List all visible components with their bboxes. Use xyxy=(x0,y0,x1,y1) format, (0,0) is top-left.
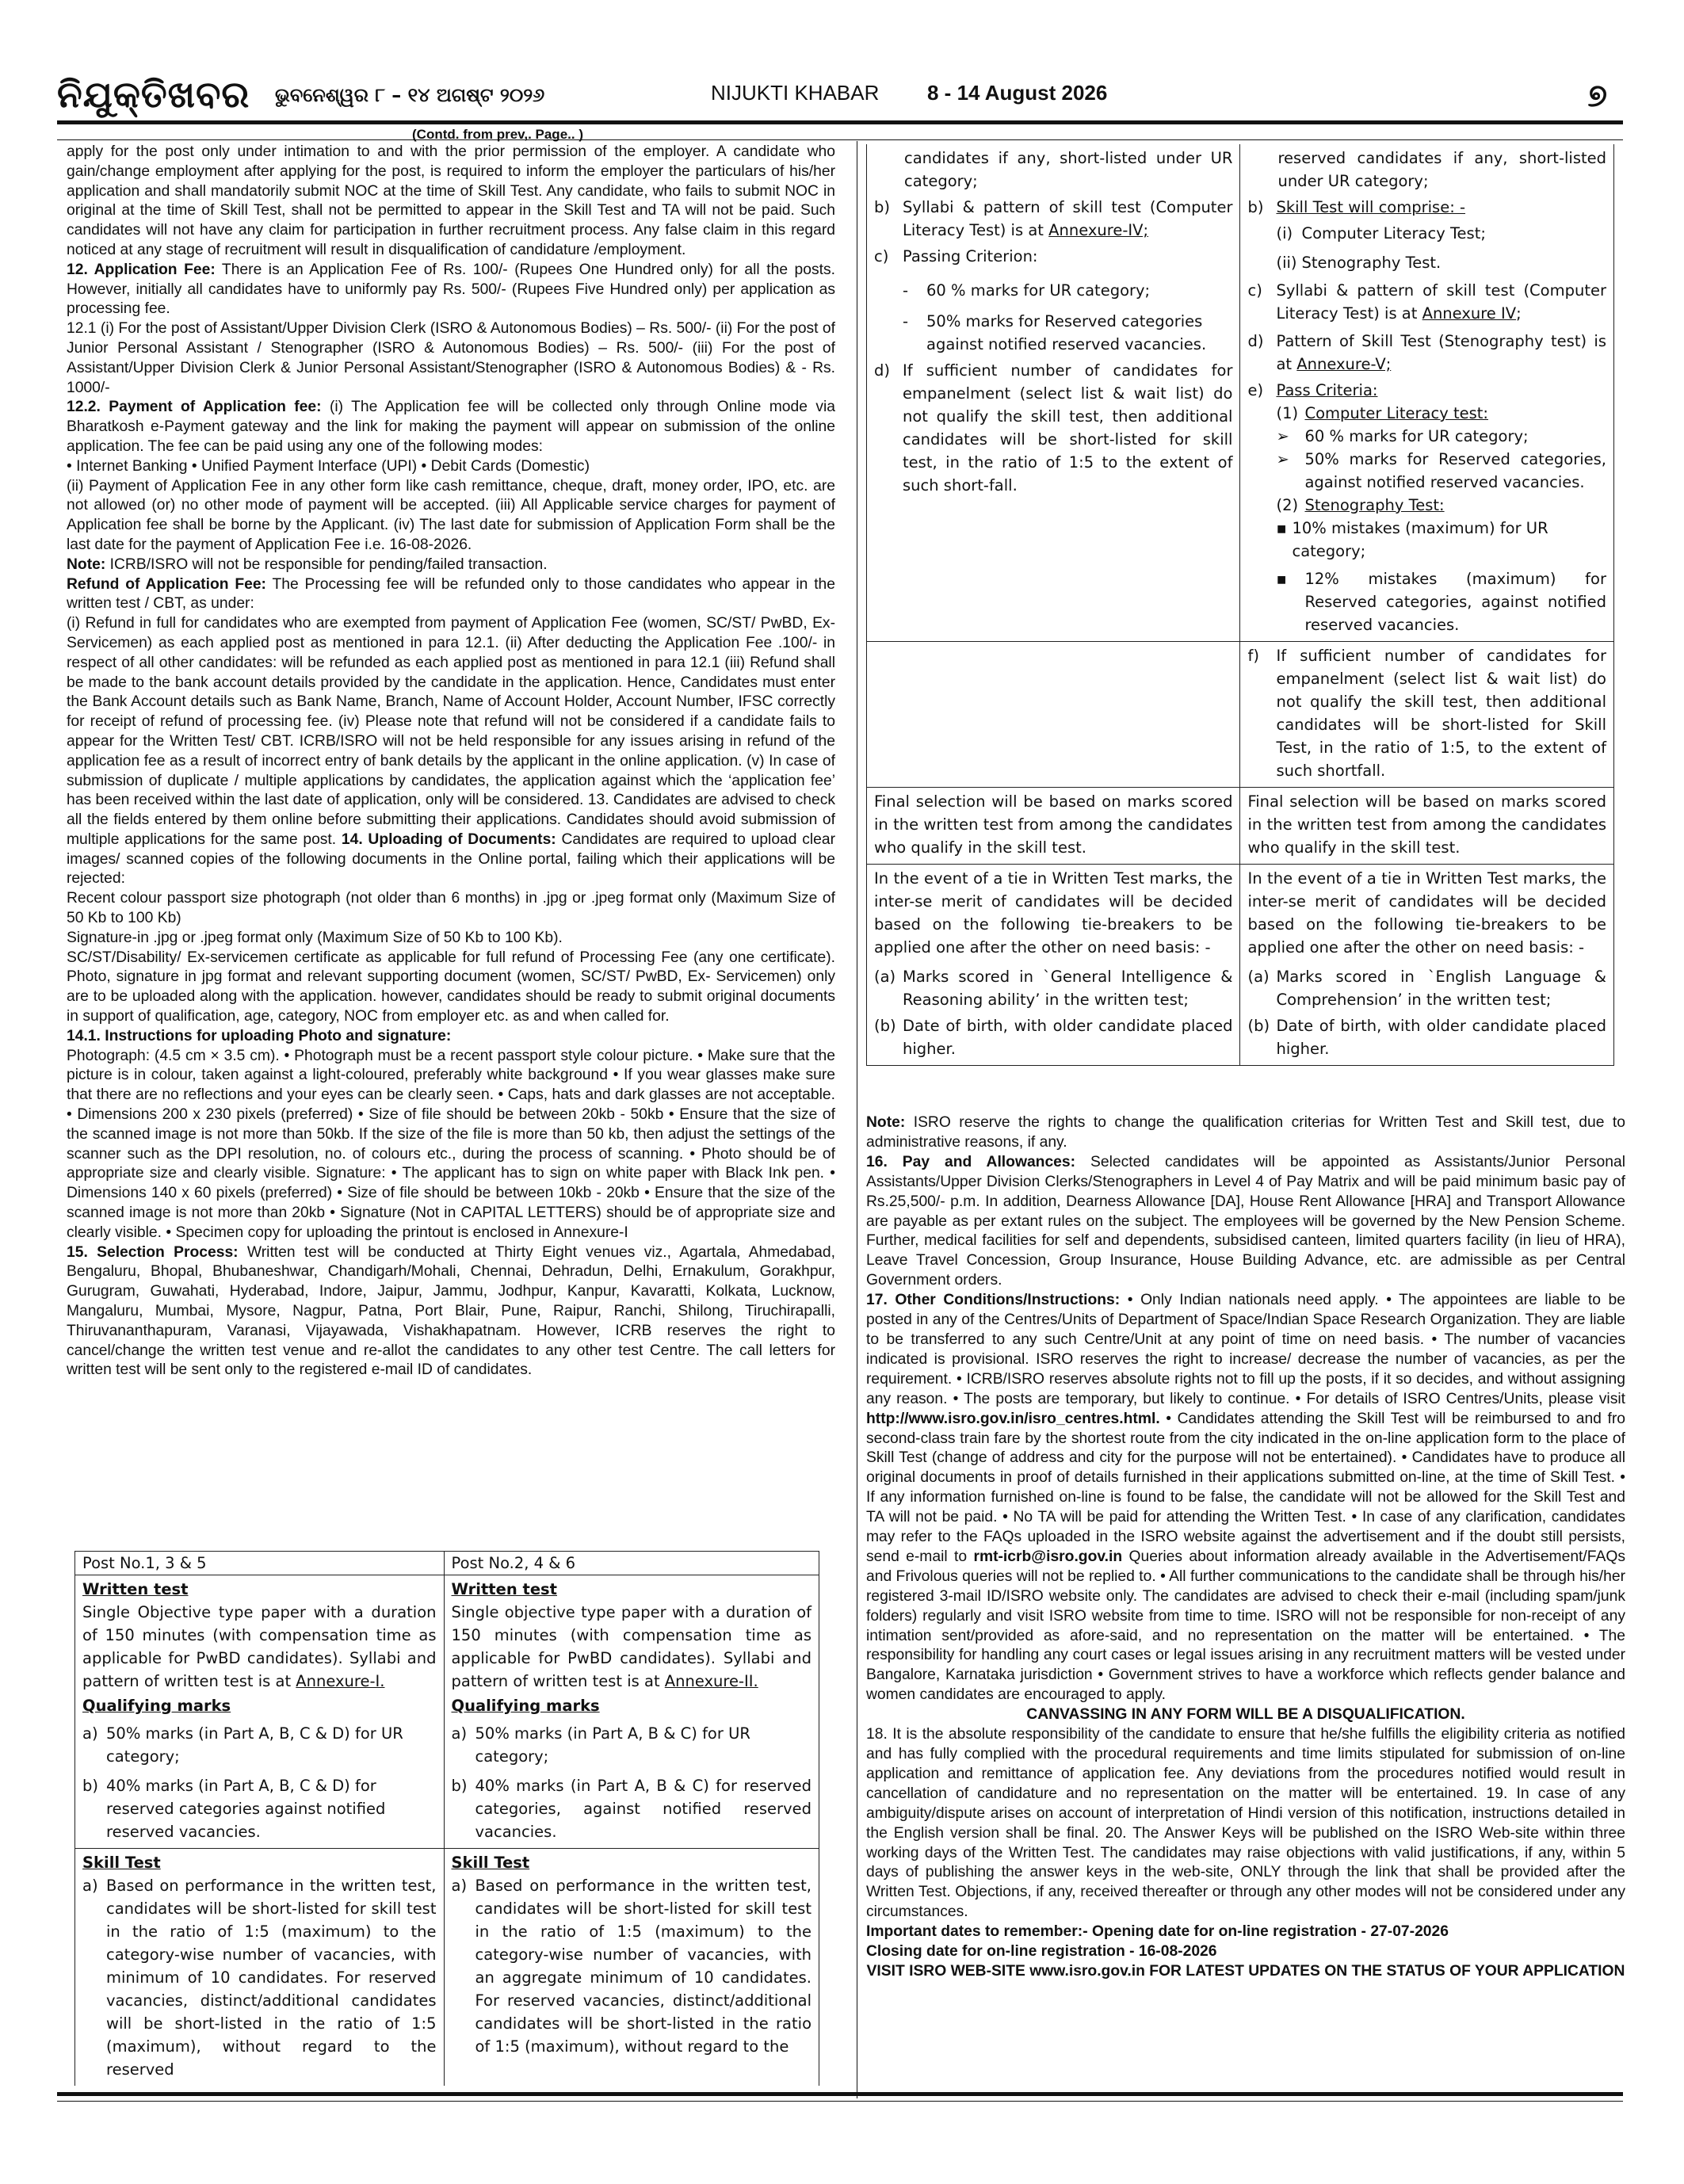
paragraph-application-fee xyxy=(67,261,835,319)
heading-upload-instructions: 14.1. Instructions for uploading Photo and signature: xyxy=(67,1027,452,1044)
cell-skill-post-2 xyxy=(444,1849,819,2087)
list-item xyxy=(1247,402,1606,425)
skill-shortlist-2: Based on performance in the written test, candidates will be short-listed for skill test in the ratio of 1:5 (maximum) to the category-wise number of vacancies, with an aggregate minimum of 10 candidates. For reserved vacancies, distinct/additional candidates will be short-listed in the ratio of 1:5 (maximum), without regard to the xyxy=(475,1877,811,2056)
text-refund: The Processing fee will be refunded only to those candidates who appear in the written test / CBT, as under: xyxy=(67,575,836,613)
list-item xyxy=(874,196,1232,242)
list-item xyxy=(1247,330,1606,376)
marker: c) xyxy=(1247,281,1262,300)
marker: a) xyxy=(451,1724,468,1743)
marker: d) xyxy=(1247,332,1264,350)
cell-final-2: Final selection will be based on marks scored in the written test from among the candidates who qualify in the skill test. xyxy=(1240,788,1614,865)
list-item xyxy=(1247,965,1606,1011)
newspaper-logo: ନିଯୁକ୍ତିଖବର xyxy=(57,73,250,116)
text-conditions-c: Queries about information already available in the Advertisement/FAQs and Frivolous queries will not be replied to. • All further communications to the candidate shall be through his/her registered 3-mail ID/ISRO website only. The candidates are advised to check their e-mail (including spam/junk folders) regularly and visit ISRO website from time to time. ISRO will not be responsible for non-receipt of any intimation sent/provided as afore-said, and no representation on the matter will be entertained. • The responsibility for handling any court cases or legal issues arising in any recruitment matters will be vested under Bangalore, Karnataka jurisdiction • Government strives to have a workforce which reflects gender balance and women candidates are encouraged to apply. xyxy=(866,1548,1625,1704)
marker: (b) xyxy=(874,1017,896,1035)
marker: b) xyxy=(874,198,890,216)
tie-intro-1: In the event of a tie in Written Test marks, the inter-se merit of candidates will be decided based on the following tie-breakers to be applied one after the other on need basis: - xyxy=(874,869,1233,956)
paragraph-upload-instructions-head xyxy=(67,1027,835,1047)
label-skill-test: Skill Test xyxy=(82,1854,161,1872)
annexure-iv-ref: Annexure-IV; xyxy=(1048,221,1149,239)
paragraph-pay xyxy=(866,1153,1625,1291)
tie-a-2: Marks scored in `English Language & Comprehension’ in the written test; xyxy=(1276,968,1606,1009)
tie-intro-2: In the event of a tie in Written Test marks, the inter-se merit of candidates will be decided based on the following tie-breakers to be applied one after the other on need basis: - xyxy=(1247,869,1606,956)
canvassing-warning xyxy=(866,1705,1625,1725)
computer-literacy-test: Computer Literacy test: xyxy=(1304,404,1488,422)
marker: (ii) xyxy=(1276,254,1297,272)
list-item xyxy=(874,245,1232,268)
marker: b) xyxy=(451,1777,468,1795)
list-item xyxy=(1247,222,1606,245)
syllabus-skill-2: Syllabi & pattern of skill test (Computer Literacy Test) is at Annexure IV; xyxy=(1276,281,1606,323)
heading-payment: 12.2. Payment of Application fee: xyxy=(67,399,322,416)
list-item xyxy=(1247,251,1606,274)
selection-table-right xyxy=(866,144,1614,1066)
label-qualifying: Qualifying marks xyxy=(451,1697,600,1715)
list-item xyxy=(874,1014,1232,1060)
heading-pay: 16. Pay and Allowances: xyxy=(866,1153,1076,1170)
paragraph-fee-posts: 12.1 (i) For the post of Assistant/Upper Division Clerk (ISRO & Autonomous Bodies) – Rs. 500/- (ii) For the post of Junior Personal Assistant / Stenographer (ISRO & Autonomous Bodies) – Rs. 500/- (iii) For the post of Assistant/Upper Division Clerk & Junior Personal Assistant/Stenographer (ISRO & Autonomous Bodies) & - Rs. 1000/- xyxy=(67,320,835,396)
text-payment: (i) The Application fee will be collected only through Online mode via Bharatkosh e-Payment gateway and the link for making the payment will appear on submission of the online application. The fee can be paid using any one of the following modes: xyxy=(67,399,835,455)
list-item xyxy=(82,1722,437,1768)
paragraph-note xyxy=(67,556,835,575)
cl-pass-reserved: 50% marks for Reserved categories, against notified reserved vacancies. xyxy=(1304,450,1606,491)
passing-criterion: Passing Criterion: xyxy=(903,247,1038,265)
stenography: Stenography Test. xyxy=(1301,254,1442,272)
label-skill-test: Skill Test xyxy=(451,1854,530,1872)
paragraph-payment-modes: • Internet Banking • Unified Payment Interface (UPI) • Debit Cards (Domestic) xyxy=(67,457,590,475)
footer-thin-rule xyxy=(57,2101,1623,2102)
list-item xyxy=(1247,196,1606,219)
paragraph-responsibility: 18. It is the absolute responsibility of the candidate to ensure that he/she fulfills the eligibility criteria as notified and has fully complied with the procedural requirements and time limits stipulated for submission of on-line application and remittance of application fee. Any deviations from the procedures notified would result in cancellation of candidature and no representation on the matter will be entertained. 19. In case of any ambiguity/dispute arises on account of interpretation of Hindi version of this notification, instructions detailed in the English version shall be final. 20. The Answer Keys will be published on the ISRO Web-site within three working days of the Written Test. The candidates may raise objections with valid justifications, if any, within 5 days of publishing the answer keys in the web-site, ONLY through the link that shall be provided after the Written Test. Objections, if any, received thereafter or through any other modes will not be considered under any circumstances. xyxy=(866,1726,1625,1921)
marker: (1) xyxy=(1276,404,1299,422)
computer-literacy: Computer Literacy Test; xyxy=(1301,224,1486,242)
cell-written-post-2 xyxy=(444,1575,819,1849)
important-dates-closing xyxy=(866,1942,1625,1962)
text-pay: Selected candidates will be appointed as Assistants/Junior Personal Assistants/Upper Division Clerks/Stenographers in Level 4 of Pay Matrix and will be paid minimum basic pay of Rs.25,500/- p.m. In addition, Dearness Allowance [DA], House Rent Allowance [HRA] and Transport Allowance are payable as per extant rules on the subject. The employees will be governed by the New Pension Scheme. Further, medical facilities for self and dependents, subsidised canteen, limited quarters facility (in lieu of HRA), Leave Travel Concession, Group Insurance, House Building Advance, etc. are admissible as per Central Government orders. xyxy=(866,1153,1625,1289)
text-isro-note: ISRO reserve the rights to change the qualification criterias for Written Test and Skill test, due to administrative reasons, if any. xyxy=(866,1114,1625,1151)
marker: (a) xyxy=(1247,968,1270,986)
qualify-reserved-1: 40% marks (in Part A, B, C & D) for reserved categories against notified reserved vacancies. xyxy=(106,1777,386,1841)
written-desc-2 xyxy=(452,1601,812,1693)
marker: a) xyxy=(82,1724,98,1743)
paragraph-payment-rules: (ii) Payment of Application Fee in any other form like cash remittance, cheque, draft, money order, IPO, etc. are not allowed (or) no other mode of payment will be accepted. (iii) All Applicable service charges for payment of Application fee shall be borne by the Applicant. (iv) The last date for submission of Application Form shall be the last date for the payment of Application Fee i.e. 16-08-2026. xyxy=(67,477,835,553)
annexure-ii-ref: Annexure-II. xyxy=(664,1672,758,1690)
cell-tie-1 xyxy=(867,865,1240,1066)
opening-date: Important dates to remember:- Opening date for on-line registration - 27-07-2026 xyxy=(866,1923,1449,1941)
annexure-v-ref: Annexure-V; xyxy=(1296,355,1392,373)
heading-conditions: 17. Other Conditions/Instructions: xyxy=(866,1292,1121,1309)
odia-dateline: ଭୁବନେଶ୍ୱର ୮ – ୧୪ ଅଗଷ୍ଟ ୨୦୨୬ xyxy=(275,84,545,106)
table-row xyxy=(867,788,1614,865)
paragraph-refund-details xyxy=(67,614,835,889)
cell-final-1: Final selection will be based on marks scored in the written test from among the candidates who qualify in the skill test. xyxy=(867,788,1240,865)
annexure-iv-ref: Annexure IV xyxy=(1422,304,1517,323)
heading-application-fee: 12. Application Fee: xyxy=(67,261,216,278)
footer-rule xyxy=(57,2092,1623,2096)
text-uploading: Candidates are required to upload clear images/ scanned copies of the following documents in the Online portal, failing which their applications will be rejected: xyxy=(67,830,836,888)
arrow-icon: ➢ xyxy=(1276,450,1289,468)
continued-note: (Contd. from prev,. Page.. ) xyxy=(412,127,583,142)
canvassing-text: CANVASSING IN ANY FORM WILL BE A DISQUALIFICATION. xyxy=(1026,1706,1465,1724)
marker: b) xyxy=(82,1777,98,1795)
table-head-post-1: Post No.1, 3 & 5 xyxy=(75,1552,445,1575)
list-item xyxy=(1247,567,1606,636)
paragraph-upload-instructions: Photograph: (4.5 cm × 3.5 cm). • Photograph must be a recent passport style colour picture. • Make sure that the picture is in colour, taken against a light-coloured, preferably white background • If you wear glasses make sure that there are no reflections and your eyes can be clearly seen. • Caps, hats and dark glasses are not acceptable. • Dimensions 200 x 230 pixels (preferred) • Size of file should be between 20kb - 50kb • Ensure that the size of the scanned image is not more than 50kb. If the size of the file is more than 50 kb, then adjust the settings of the scanner such as the DPI resolution, no. of colours etc., during the process of scanning. • Photo should be of appropriate size and clearly visible. Signature: • The applicant has to sign on white paper with Black Ink pen. • Dimensions 140 x 60 pixels (preferred) • Size of file should be between 10kb - 20kb • Ensure that the size of the scanned image is not more than 20kb • Signature (Not in CAPITAL LETTERS) should be of appropriate size and clearly visible. • Specimen copy for uploading the printout is enclosed in Annexure-I xyxy=(67,1047,835,1241)
skill-cont-2: reserved candidates if any, short-listed under UR category; xyxy=(1277,149,1606,190)
square-bullet-icon: ▪ xyxy=(1276,570,1287,588)
list-item xyxy=(874,965,1232,1011)
steno-reserved: 12% mistakes (maximum) for Reserved categories, against notified reserved vacancies. xyxy=(1304,570,1606,634)
isro-centres-link[interactable]: http://www.isro.gov.in/isro_centres.html. xyxy=(866,1410,1160,1427)
marker: a) xyxy=(82,1877,98,1895)
syllabus-text-2: Syllabi & pattern of skill test (Computer Literacy Test) is at xyxy=(1276,281,1606,323)
selection-table-left xyxy=(74,1551,819,2086)
heading-selection: 15. Selection Process: xyxy=(67,1243,239,1261)
visit-website xyxy=(866,1962,1625,1982)
cl-pass-ur: 60 % marks for UR category; xyxy=(1304,427,1529,445)
syllabus-skill-1 xyxy=(903,196,1232,242)
marker: c) xyxy=(874,247,889,265)
label-qualifying: Qualifying marks xyxy=(82,1697,231,1715)
tie-a-1: Marks scored in `General Intelligence & Reasoning ability’ in the written test; xyxy=(903,968,1233,1009)
heading-isro-note: Note: xyxy=(866,1114,906,1131)
list-item xyxy=(1247,425,1606,448)
pass-criteria: Pass Criteria: xyxy=(1276,381,1378,399)
square-bullet-icon: ▪ xyxy=(1276,519,1287,537)
skill-comprise: Skill Test will comprise: - xyxy=(1276,198,1466,216)
pass-reserved: 50% marks for Reserved categories against notified reserved vacancies. xyxy=(926,312,1207,353)
marker: f) xyxy=(1247,647,1259,665)
paragraph-selection xyxy=(67,1243,835,1381)
table-row xyxy=(867,865,1614,1066)
marker: (b) xyxy=(1247,1017,1270,1035)
right-column xyxy=(866,1113,1625,1982)
text-note: ICRB/ISRO will not be responsible for pending/failed transaction. xyxy=(105,556,548,573)
skill-cont-1: candidates if any, short-listed under UR category; xyxy=(904,149,1233,190)
list-item xyxy=(452,1774,812,1843)
qualify-ur-2: 50% marks (in Part A, B & C) for UR category; xyxy=(475,1724,750,1766)
table-row xyxy=(867,144,1614,642)
page-number: ୭ xyxy=(1587,78,1607,114)
cell-skill-post-1 xyxy=(75,1849,445,2087)
list-item xyxy=(1247,448,1606,494)
text-conditions-a: • Only Indian nationals need apply. • The appointees are liable to be posted in any of the Centres/Units of Department of Space/Indian Space Research Organization. They are liable to be transferred to any such Centre/Unit at any point of time on need basis. • The number of vacancies indicated is provisional. ISRO reserves the right to increase/ decrease the number of vacancies, as per the requirement. • ICRB/ISRO reserves absolute rights not to fill up the posts, if it so decides, and without assigning any reason. • The posts are temporary, but likely to continue. • For details of ISRO Centres/Units, please visit xyxy=(866,1292,1625,1407)
text-conditions-b: • Candidates attending the Skill Test will be reimbursed to and fro second-class train fare by the shortest route from the city indicated in the on-line application form to the place of Skill Test (change of address and city for the purpose will not be entertained). • Candidates have to produce all original documents in proof of details furnished in their applications submitted on-line, at the time of Skill Test. • If any information furnished on-line is found to be false, the candidate will not be allowed for the Skill Test and TA will not be paid. • No TA will be paid for attending the Written Test. • In case of any clarification, candidates may refer to the FAQs uploaded in the ISRO website against the advertisement and if the doubt still persists, send e-mail to xyxy=(866,1410,1625,1565)
list-item xyxy=(82,1774,437,1843)
paragraph-conditions xyxy=(866,1291,1625,1705)
visit-website-text: VISIT ISRO WEB-SITE www.isro.gov.in FOR LATEST UPDATES ON THE STATUS OF YOUR APPLICATION xyxy=(866,1962,1625,1980)
heading-note: Note: xyxy=(67,556,106,573)
pass-ur: 60 % marks for UR category; xyxy=(926,281,1151,300)
cell-skill-cont-2 xyxy=(1240,144,1614,642)
shortfall-2: If sufficient number of candidates for empanelment (select list & wait list) do not qualify the skill test, then additional candidates will be short-listed for Skill Test, in the ratio of 1:5, to the extent of such shortfall. xyxy=(1276,647,1606,780)
list-item xyxy=(1247,379,1606,402)
paragraph-isro-note xyxy=(866,1113,1625,1153)
list-item xyxy=(1247,494,1606,517)
list-item xyxy=(1247,517,1606,563)
written-text-1: Single Objective type paper with a duration of 150 minutes (with compensation time as applicable for PwBD candidates). Syllabi and pattern of written test is at xyxy=(82,1603,437,1690)
text-application-fee: There is an Application Fee of Rs. 100/- (Rupees One Hundred only) for all the posts. However, initially all candidates have to uniformly pay Rs. 500/- (Rupees Five Hundred only) per application as processing fee. xyxy=(67,261,835,318)
table-row xyxy=(867,642,1614,788)
list-item xyxy=(1247,1014,1606,1060)
list-item xyxy=(452,1874,812,2058)
list-item xyxy=(452,1722,812,1768)
steno-pattern xyxy=(1276,330,1606,376)
paragraph-refund xyxy=(67,575,835,615)
marker: e) xyxy=(1247,381,1264,399)
english-dateline: 8 - 14 August 2026 xyxy=(927,81,1108,105)
label-written-test: Written test xyxy=(451,1580,557,1598)
list-item xyxy=(874,279,1232,302)
arrow-icon: ➢ xyxy=(1276,427,1289,445)
list-item xyxy=(82,1874,437,2081)
tie-b-1: Date of birth, with older candidate placed higher. xyxy=(903,1017,1233,1058)
marker: a) xyxy=(451,1877,468,1895)
table-row xyxy=(75,1849,819,2087)
list-item xyxy=(1247,279,1606,325)
cell-empty xyxy=(867,642,1240,788)
table-row xyxy=(75,1552,819,1575)
steno-pattern-text: Pattern of Skill Test (Stenography test) is at xyxy=(1276,332,1606,373)
important-dates-opening xyxy=(866,1922,1625,1942)
paragraph-signature-req: Signature-in .jpg or .jpeg format only (Maximum Size of 50 Kb to 100 Kb). xyxy=(67,929,563,946)
table-row xyxy=(75,1575,819,1849)
written-desc-1 xyxy=(82,1601,437,1693)
heading-uploading: 14. Uploading of Documents: xyxy=(336,830,556,848)
paper-name: NIJUKTI KHABAR xyxy=(711,81,880,105)
steno-ur: 10% mistakes (maximum) for UR category; xyxy=(1292,519,1548,560)
left-column xyxy=(67,143,835,1380)
paragraph-payment xyxy=(67,398,835,456)
heading-refund: Refund of Application Fee: xyxy=(67,575,266,593)
text-selection: Written test will be conducted at Thirty Eight venues viz., Agartala, Ahmedabad, Bengaluru, Bhopal, Bhubaneshwar, Chandigarh/Mohali, Chennai, Dehradun, Delhi, Ernakulum, Gorakhpur, Gurugram, Guwahati, Hyderabad, Indore, Jaipur, Jammu, Jodhpur, Kanpur, Kavaratti, Kolkata, Lucknow, Mangaluru, Mumbai, Mysore, Nagpur, Patna, Port Blair, Pune, Raipur, Ranchi, Shilong, Tiruchirapalli, Thiruvananthapuram, Varanasi, Vijayawada, Vishakhapatnam. However, ICRB reserves the right to cancel/change the written test venue and re-allot the candidates to any other test Centre. The call letters for written test will be sent only to the registered e-mail ID of candidates. xyxy=(67,1243,835,1379)
qualify-reserved-2: 40% marks (in Part A, B & C) for reserved categories, against notified reserved vacancies. xyxy=(475,1777,811,1841)
skill-shortlist-1: Based on performance in the written test, candidates will be short-listed for skill test in the ratio of 1:5 (maximum) to the category-wise number of vacancies, with minimum of 10 candidates. For reserved vacancies, distinct/additional candidates will be short-listed in the ratio of 1:5 (maximum), without regard to the reserved xyxy=(106,1877,437,2079)
marker: d) xyxy=(874,361,890,380)
stenography-test: Stenography Test: xyxy=(1304,496,1445,514)
cell-tie-2 xyxy=(1240,865,1614,1066)
marker: (i) xyxy=(1276,224,1293,242)
header-rule xyxy=(57,120,1623,124)
marker: (a) xyxy=(874,968,896,986)
paragraph-certificate-req: SC/ST/Disability/ Ex-servicemen certificate as applicable for full refund of Processing Fee (any one certificate). Photo, signature in jpg format and relevant supporting document (women, SC/ST/ PwBD, Ex- Servicemen) only are to be uploaded along with the application. however, candidates should be ready to submit original documents in support of qualification, age, category, NOC from employer etc. as and when called for. xyxy=(67,949,835,1025)
header-thin-rule xyxy=(57,139,1623,140)
written-text-2: Single objective type paper with a duration of 150 minutes (with compensation time as applicable for PwBD candidates). Syllabi and pattern of written test is at xyxy=(451,1603,811,1690)
syllabus-text-1: Syllabi & pattern of skill test (Computer Literacy Test) is at xyxy=(903,198,1233,239)
list-item xyxy=(1247,644,1606,782)
paragraph-noc: apply for the post only under intimation to and with the prior permission of the employer. A candidate who gain/change employment after applying for the post, is required to inform the employer the particulars of his/her application and shall mandatorily submit NOC at the time of Skill Test. Any candidate, who fails to submit NOC in original at the time of Skill Test, shall not be permitted to appear in the Skill Test and TA will not be paid. Such candidates will not have any claim for participation in further recruitment process. Any false claim in this regard noticed at any stage of recruitment will result in disqualification of candidature /employment. xyxy=(67,143,835,258)
tie-b-2: Date of birth, with older candidate placed higher. xyxy=(1276,1017,1606,1058)
list-item xyxy=(874,310,1232,356)
list-item xyxy=(874,359,1232,497)
shortfall-1: If sufficient number of candidates for empanelment (select list & wait list) do not qualify the skill test, then additional candidates will be short-listed for skill test, in the ratio of 1:5 to the extent of such short-fall. xyxy=(903,361,1233,494)
marker: - xyxy=(903,312,909,330)
qualify-ur-1: 50% marks (in Part A, B, C & D) for UR category; xyxy=(106,1724,403,1766)
cell-skill-cont-1 xyxy=(867,144,1240,642)
text-refund-details: (i) Refund in full for candidates who are exempted from payment of Application Fee (women, SC/ST/ PwBD, Ex-Servicemen) as each applied post as mentioned in para 12.1. (ii) After deducting the Application Fee .100/- in respect of all other candidates: will be refunded as each applied post as mentioned in para 12.1 (iii) Refund shall be made to the bank account details provided by the candidate in the application. Hence, Candidates must enter the Bank Account details such as Bank Name, Branch, Name of Account Holder, Account Number, IFSC correctly for receipt of refund of processing fee. (iv) Please note that refund will not be considered if a candidate fails to appear for the Written Test/ CBT. ICRB/ISRO will not be held responsible for any issues arising in refund of the application fee as a result of incorrect entry of bank details by the applicant in the online application. (v) In case of submission of duplicate / multiple applications by candidates, the application against which the ‘application fee’ has been received within the last date of application, only will be considered. 13. Candidates are advised to check all the fields entered by them online before submitting their applications. Candidates should avoid submission of multiple applications for the same post. xyxy=(67,615,835,848)
marker: (2) xyxy=(1276,496,1299,514)
cell-written-post-1 xyxy=(75,1575,445,1849)
cell-shortfall-2 xyxy=(1240,642,1614,788)
masthead-bar xyxy=(57,73,1623,119)
closing-date: Closing date for on-line registration - 16-08-2026 xyxy=(866,1943,1217,1961)
paragraph-photo-req: Recent colour passport size photograph (not older than 6 months) in .jpg or .jpeg format only (Maximum Size of 50 Kb to 100 Kb) xyxy=(67,890,835,927)
marker: - xyxy=(903,281,909,300)
contact-email-link[interactable]: rmt-icrb@isro.gov.in xyxy=(973,1548,1123,1565)
table-head-post-2: Post No.2, 4 & 6 xyxy=(444,1552,819,1575)
marker: b) xyxy=(1247,198,1264,216)
annexure-i-ref: Annexure-I. xyxy=(296,1672,385,1690)
label-written-test: Written test xyxy=(82,1580,189,1598)
